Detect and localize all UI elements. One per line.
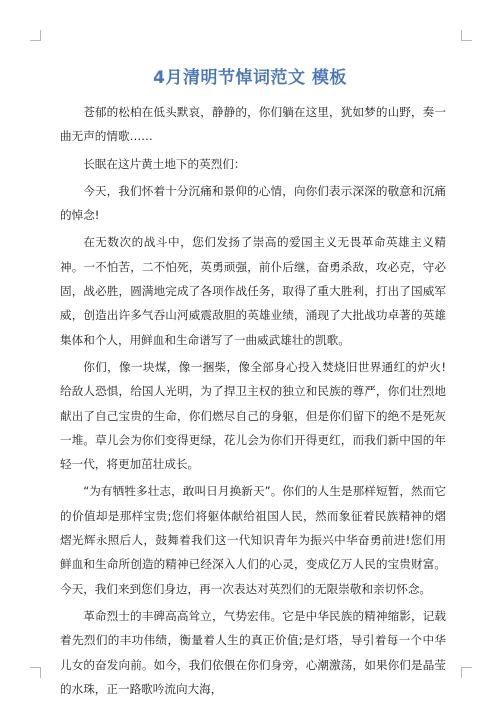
document-body	[60, 100, 446, 701]
paragraph-2: 长眠在这片黄土地下的英烈们：	[83, 156, 246, 171]
document-title: 4月清明节悼词范文 模板	[153, 68, 347, 88]
crop-mark-top-right	[461, 30, 472, 41]
paragraph-1: 苍郁的松柏在低头默哀，静静的，你们躺在这里，犹如梦的山野，奏一曲无声的情歌……	[60, 105, 446, 144]
paragraph-6: “为有牺牲多壮志，敢叫日月换新天”。你们的人生是那样短暂，然而它的价值却是那样宝贵;您们将躯体献给祖国人民，然而象征着民族精神的熠熠光辉永照后人，鼓舞着我们这一代知识青年为振兴中华奋勇前进!您们用鲜血和生命所创造的精神已经深入人们的心灵，变成亿万人民的宝贵财富。今天，我们来到您们身边，再一次表达对英烈们的无限崇敬和亲切怀念。	[60, 484, 446, 596]
paragraph-5: 你们，像一块煤，像一捆柴，像全部身心投入焚烧旧世界通红的炉火!给敌人恐惧，给国人光明，为了捍卫主权的独立和民族的尊严，你们壮烈地献出了自己宝贵的生命，你们燃尽自己的身躯，但是你们留下的绝不是死灰一堆。草儿会为你们变得更绿，花儿会为你们开得更红，而我们新中国的年轻一代，将更加茁壮成长。	[60, 359, 446, 472]
crop-mark-bottom-left	[30, 667, 41, 678]
paragraph-3: 今天，我们怀着十分沉痛和景仰的心情，向你们表示深深的敬意和沉痛的悼念!	[60, 183, 446, 223]
crop-mark-bottom-right	[461, 667, 472, 678]
crop-mark-top-left	[30, 30, 41, 41]
paragraph-4: 在无数次的战斗中，您们发扬了崇高的爱国主义无畏革命英雄主义精神。一不怕苦，二不怕死，英勇顽强，前仆后继，奋勇杀敌，攻必克，守必固，战必胜，圆满地完成了各项作战任务，取得了重大胜利，打出了国威军威，创造出许多气吞山河威震敌胆的英雄业绩，涌现了大批战功卓著的英雄集体和个人，用鲜血和生命谱写了一曲威武雄壮的凯歌。	[60, 235, 446, 347]
paragraph-7: 革命烈士的丰碑高高耸立，气势宏伟。它是中华民族的精神缩影，记载着先烈们的丰功伟绩，衡量着人生的真正价值;是灯塔，导引着每一个中华儿女的奋发向前。如今，我们依偎在你们身旁，心潮激荡，如果你们是晶莹的水珠，正一路歌吟流向大海，	[60, 608, 446, 696]
